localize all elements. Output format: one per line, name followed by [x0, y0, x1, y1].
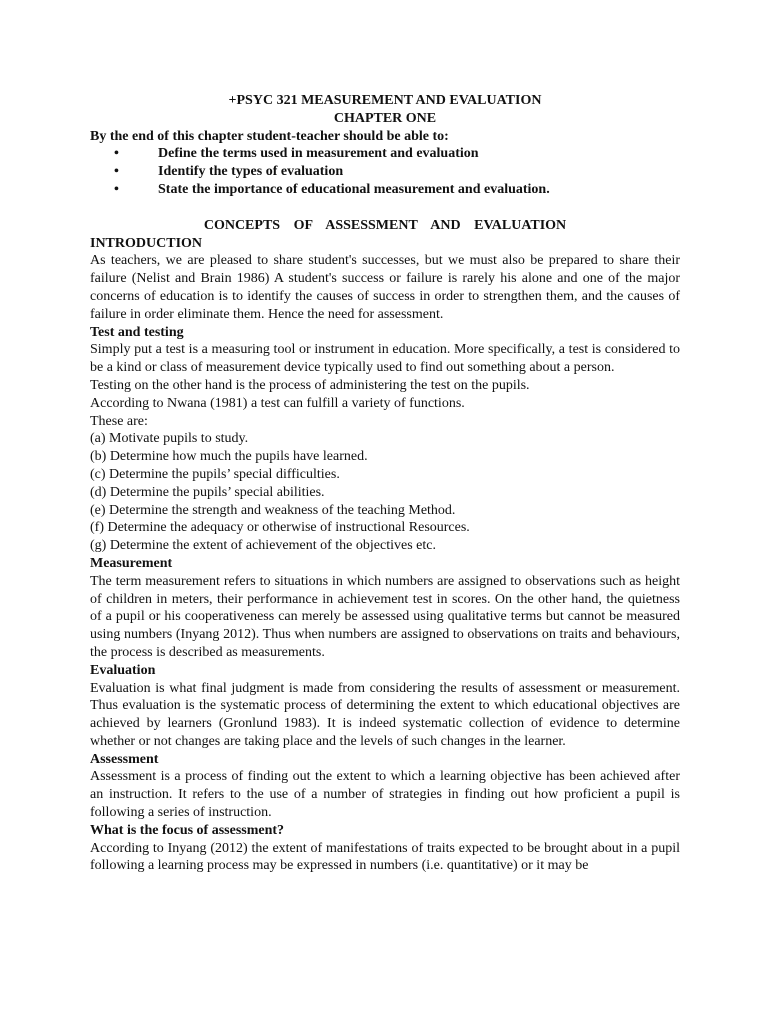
objectives-intro: By the end of this chapter student-teacher should be able to: [90, 128, 449, 144]
list-item: (e) Determine the strength and weakness of the teaching Method. [90, 502, 456, 518]
nwana-reference-text: According to Nwana (1981) a test can fulfill a variety of functions. [90, 395, 465, 411]
concepts-heading: CONCEPTS OF ASSESSMENT AND EVALUATION [203, 217, 567, 233]
assessment-text: Assessment is a process of finding out the extent to which a learning objective has been achieved after an instruction. It refers to the use of a number of strategies in finding out how proficient a pupil is following a series of instruction. [90, 769, 680, 821]
list-item: (b) Determine how much the pupils have learned. [90, 449, 368, 465]
these-are-text: These are: [90, 413, 148, 429]
focus-text: According to Inyang (2012) the extent of manifestations of traits expected to be brought about in a pupil following a learning process may be expressed in numbers (i.e. quantitative) or it may be [90, 840, 680, 874]
course-title: +PSYC 321 MEASUREMENT AND EVALUATION [228, 93, 542, 108]
measurement-heading: Measurement [90, 555, 173, 571]
testing-definition-text: Testing on the other hand is the process of administering the test on the pupils. [90, 377, 530, 393]
list-item: (g) Determine the extent of achievement of the objectives etc. [90, 538, 436, 554]
test-functions-list [90, 430, 680, 555]
bullet: • [114, 164, 119, 180]
list-item: (f) Determine the adequacy or otherwise of instructional Resources. [90, 520, 470, 536]
list-item: (a) Motivate pupils to study. [90, 431, 249, 447]
list-item: (c) Determine the pupils’ special difficulties. [90, 466, 340, 482]
assessment-heading: Assessment [90, 751, 159, 767]
test-testing-heading: Test and testing [90, 324, 184, 340]
test-definition-text: Simply put a test is a measuring tool or instrument in education. More specifically, a test is considered to be a kind or class of measurement device typically used to find out something about a person. [90, 342, 680, 376]
list-item: (d) Determine the pupils’ special abilities. [90, 484, 325, 500]
chapter-title: CHAPTER ONE [333, 110, 437, 126]
objective-text: Identify the types of evaluation [158, 164, 344, 180]
objective-text: Define the terms used in measurement and evaluation [158, 146, 479, 162]
list-item [90, 181, 680, 199]
evaluation-heading: Evaluation [90, 662, 156, 678]
list-item [90, 163, 680, 181]
focus-heading: What is the focus of assessment? [90, 822, 285, 838]
introduction-text: As teachers, we are pleased to share student's successes, but we must also be prepared to share their failure (Nelist and Brain 1986) A student's success or failure is rarely his alone and one of the major concerns of education is to identify the causes of success in order to strengthen them, and the causes of failure in order eliminate them. Hence the need for assessment. [90, 253, 680, 322]
measurement-text: The term measurement refers to situations in which numbers are assigned to observations such as height of children in meters, their performance in achievement test in scores. On the other hand, the quietness of a pupil or his cooperativeness can merely be assessed using qualitative terms but cannot be measured using numbers (Inyang 2012). Thus when numbers are assigned to observations on traits and behaviours, the process is described as measurements. [90, 573, 680, 660]
list-item [90, 145, 680, 163]
evaluation-text: Evaluation is what final judgment is made from considering the results of assessment or measurement. Thus evaluation is the systematic process of determining the extent to which educational objectives are achieved by learners (Gronlund 1983). It is indeed systematic collection of evidence to determine whether or not changes are taking place and the levels of such changes in the learner. [90, 680, 680, 749]
objectives-list [90, 145, 680, 198]
introduction-heading: INTRODUCTION [90, 235, 203, 251]
bullet: • [114, 146, 119, 162]
bullet: • [114, 181, 119, 197]
objective-text: State the importance of educational measurement and evaluation. [158, 181, 550, 197]
